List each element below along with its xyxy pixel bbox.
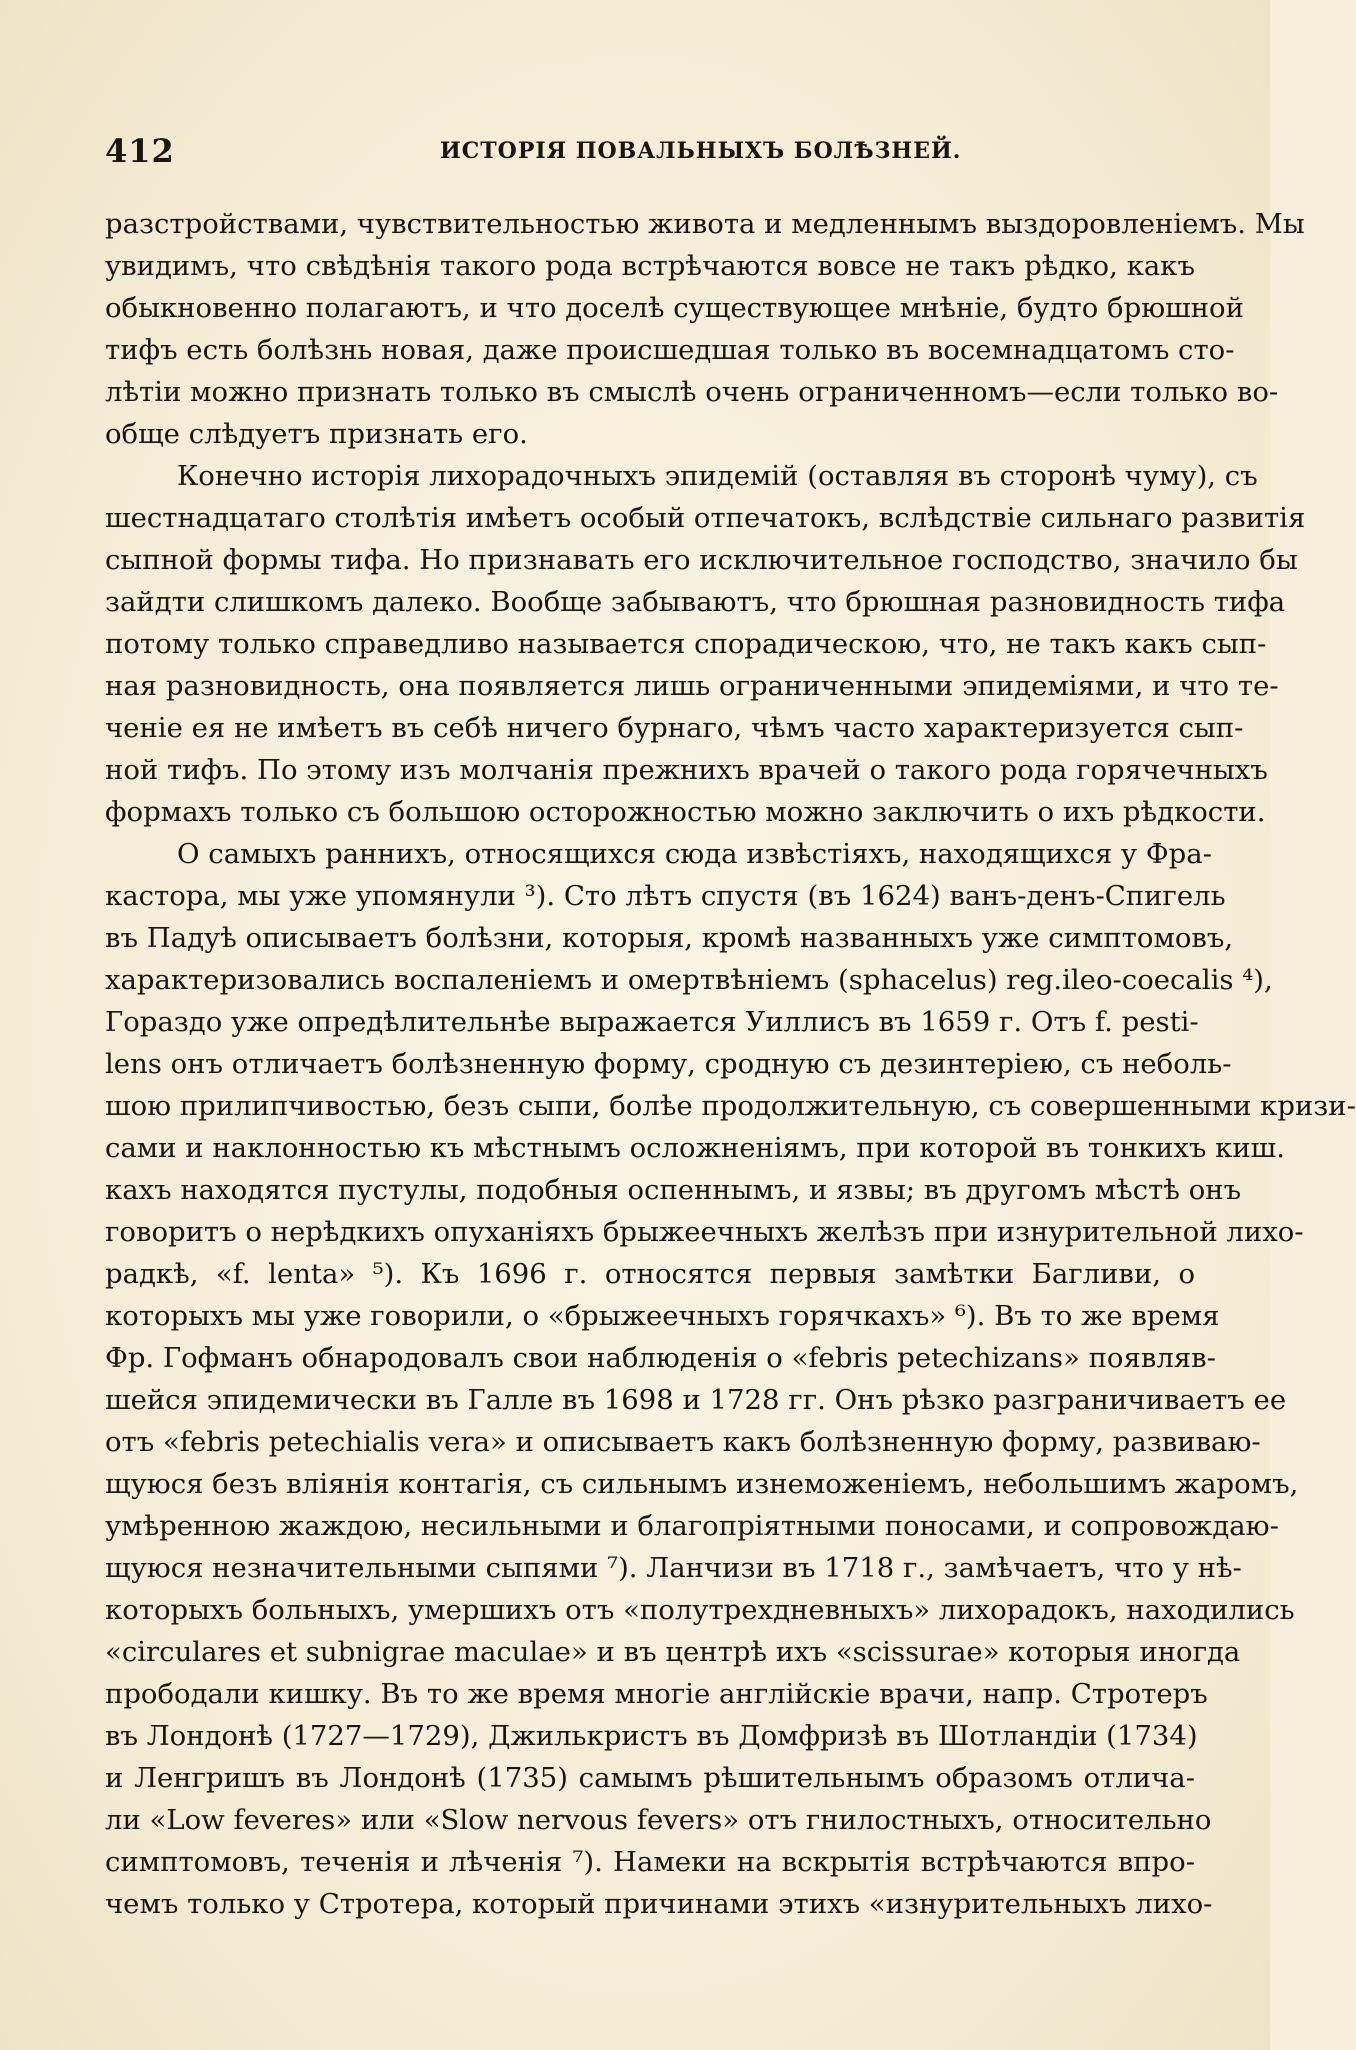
text-line: сами и наклонностью къ мѣстнымъ осложненіямъ, при которой въ тонкихъ киш. — [105, 1132, 1285, 1164]
text-line: разстройствами, чувствительностью живота и медленнымъ выздоровленіемъ. Мы — [105, 208, 1305, 240]
text-line: въ Лондонѣ (1727—1729), Джилькристъ въ Домфризѣ въ Шотландіи (1734) — [105, 1720, 1198, 1752]
text-line: тифъ есть болѣзнь новая, даже происшедшая только въ восемнадцатомъ сто- — [105, 334, 1235, 366]
body-text — [105, 203, 1356, 1925]
text-line: характеризовались воспаленіемъ и омертвѣніемъ (sphacelus) reg.ileo-coecalis ⁴), — [105, 964, 1273, 996]
text-line: сыпной формы тифа. Но признавать его исключительное господство, значило бы — [105, 544, 1298, 576]
paragraph-start-line: Конечно исторія лихорадочныхъ эпидемій (оставляя въ сторонѣ чуму), съ — [177, 460, 1258, 492]
text-line: отъ «febris petechialis vera» и описываетъ какъ болѣзненную форму, развиваю- — [105, 1426, 1261, 1458]
text-line: говоритъ о нерѣдкихъ опуханіяхъ брыжеечныхъ желѣзъ при изнурительной лихо- — [105, 1216, 1304, 1248]
text-line: умѣренною жаждою, несильными и благопріятными поносами, и сопровождаю- — [105, 1510, 1279, 1542]
text-line: ной тифъ. По этому изъ молчанія прежнихъ врачей о такого рода горячечныхъ — [105, 754, 1268, 786]
text-line: радкѣ, «f. lenta» ⁵). Къ 1696 г. относятся первыя замѣтки Багливи, о — [105, 1258, 1195, 1290]
text-line: Гораздо уже опредѣлительнѣе выражается Уиллисъ въ 1659 г. Отъ f. pesti- — [105, 1006, 1199, 1038]
text-line: ли «Low feveres» или «Slow nervous fevers» отъ гнилостныхъ, относительно — [105, 1804, 1212, 1836]
text-line: ная разновидность, она появляется лишь ограниченными эпидеміями, и что те- — [105, 670, 1279, 702]
text-line: Фр. Гофманъ обнародовалъ свои наблюденія о «febris petechizans» появляв- — [105, 1342, 1216, 1374]
page-number: 412 — [105, 132, 175, 170]
text-line: щуюся незначительными сыпями ⁷). Ланчизи въ 1718 г., замѣчаетъ, что у нѣ- — [105, 1552, 1242, 1584]
text-line: которыхъ мы уже говорили, о «брыжеечныхъ горячкахъ» ⁶). Въ то же время — [105, 1300, 1220, 1332]
text-line: въ Падуѣ описываетъ болѣзни, которыя, кромѣ названныхъ уже симптомовъ, — [105, 922, 1234, 954]
text-line: обще слѣдуетъ признать его. — [105, 418, 528, 450]
text-line: зайдти слишкомъ далеко. Вообще забываютъ, что брюшная разновидность тифа — [105, 586, 1286, 618]
text-line: и Ленгришъ въ Лондонѣ (1735) самымъ рѣшительнымъ образомъ отлича- — [105, 1762, 1195, 1794]
text-line: чемъ только у Стротера, который причинами этихъ «изнурительныхъ лихо- — [105, 1888, 1213, 1920]
running-head: ИСТОРІЯ ПОВАЛЬНЫХЪ БОЛѢЗНЕЙ. — [440, 138, 962, 164]
text-line: «circulares et subnigrae maculae» и въ центрѣ ихъ «scissurae» которыя иногда — [105, 1636, 1241, 1668]
text-line: шою прилипчивостью, безъ сыпи, болѣе продолжительную, съ совершенными кризи- — [105, 1090, 1356, 1122]
text-line: ченіе ея не имѣетъ въ себѣ ничего бурнаго, чѣмъ часто характеризуется сып- — [105, 712, 1244, 744]
text-line: кахъ находятся пустулы, подобныя оспеннымъ, и язвы; въ другомъ мѣстѣ онъ — [105, 1174, 1242, 1206]
page-header — [105, 132, 1195, 172]
text-line: которыхъ больныхъ, умершихъ отъ «полутрехдневныхъ» лихорадокъ, находились — [105, 1594, 1295, 1626]
text-line: лѣтіи можно признать только въ смыслѣ очень ограниченномъ—если только во- — [105, 376, 1279, 408]
paragraph-start-line: О самыхъ раннихъ, относящихся сюда извѣстіяхъ, находящихся у Фра- — [177, 838, 1212, 870]
text-line: шестнадцатаго столѣтія имѣетъ особый отпечатокъ, вслѣдствіе сильнаго развитія — [105, 502, 1306, 534]
text-line: симптомовъ, теченія и лѣченія ⁷). Намеки на вскрытія встрѣчаются впро- — [105, 1846, 1195, 1878]
text-line: lens онъ отличаетъ болѣзненную форму, сродную съ дезинтеріею, съ неболь- — [105, 1048, 1232, 1080]
text-line: обыкновенно полагаютъ, и что доселѣ существующее мнѣніе, будто брюшной — [105, 292, 1244, 324]
text-line: кастора, мы уже упомянули ³). Сто лѣтъ спустя (въ 1624) ванъ-денъ-Спигель — [105, 880, 1226, 912]
text-line: формахъ только съ большою осторожностью можно заключить о ихъ рѣдкости. — [105, 796, 1266, 828]
text-line: потому только справедливо называется спорадическою, что, не такъ какъ сып- — [105, 628, 1267, 660]
text-line: увидимъ, что свѣдѣнія такого рода встрѣчаются вовсе не такъ рѣдко, какъ — [105, 250, 1195, 282]
text-line: прободали кишку. Въ то же время многіе англійскіе врачи, напр. Стротеръ — [105, 1678, 1208, 1710]
text-line: шейся эпидемически въ Галле въ 1698 и 1728 гг. Онъ рѣзко разграничиваетъ ее — [105, 1384, 1287, 1416]
text-line: щуюся безъ вліянія контагія, съ сильнымъ изнеможеніемъ, небольшимъ жаромъ, — [105, 1468, 1299, 1500]
